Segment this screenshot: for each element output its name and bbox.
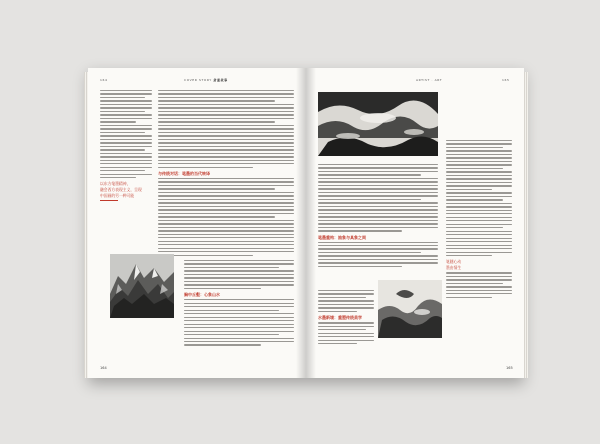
pull-quote [100,181,152,201]
right-page [306,68,524,378]
ink-landscape-graphic [318,92,438,156]
story-label: COVER STORY [184,78,212,82]
side-quote-line-2: 墨由情生 [446,265,462,271]
left-heading-2: 胸中丘壑：心象山水 [184,292,220,298]
left-page-number-header: 164 [100,78,108,82]
right-column-1 [318,164,438,269]
right-column-1-lower [318,290,374,347]
ink-landscape-painting [318,92,438,156]
abstract-ink-painting [378,280,442,338]
left-column-1 [100,90,152,201]
right-heading-1: 笔墨重构：抽象与具象之间 [318,234,366,240]
mountain-painting-graphic [110,254,174,318]
right-bottom-page-number: 165 [506,366,513,370]
section-label: 封面故事 [213,78,228,82]
left-running-header [184,78,228,82]
pull-quote-line-1: 以东方笔墨精神， [100,181,131,187]
right-column-3 [446,140,512,300]
right-heading-2: 水墨新境：重塑传统美学 [318,315,362,321]
page-edge-right [524,72,528,378]
magazine-spread [88,68,524,378]
pull-quote-line-3: 中国画的另一种可能 [100,193,135,199]
right-page-number-header: 165 [502,78,510,82]
left-column-2 [158,90,294,258]
left-column-2-lower [184,260,294,348]
left-heading-1: 与传统对话：笔墨的当代转译 [158,170,210,176]
pull-quote-rule [100,200,118,201]
abstract-painting-graphic [378,280,442,338]
mountain-ink-painting [110,254,174,318]
spine-shadow [296,68,316,378]
left-bottom-page-number: 164 [100,366,107,370]
right-running-header: ARTIST · ART [416,78,443,82]
side-quote-line-1: 笔随心动 [446,259,462,265]
pull-quote-line-2: 融会西方表现主义，呈现 [100,187,142,193]
left-page [88,68,306,378]
